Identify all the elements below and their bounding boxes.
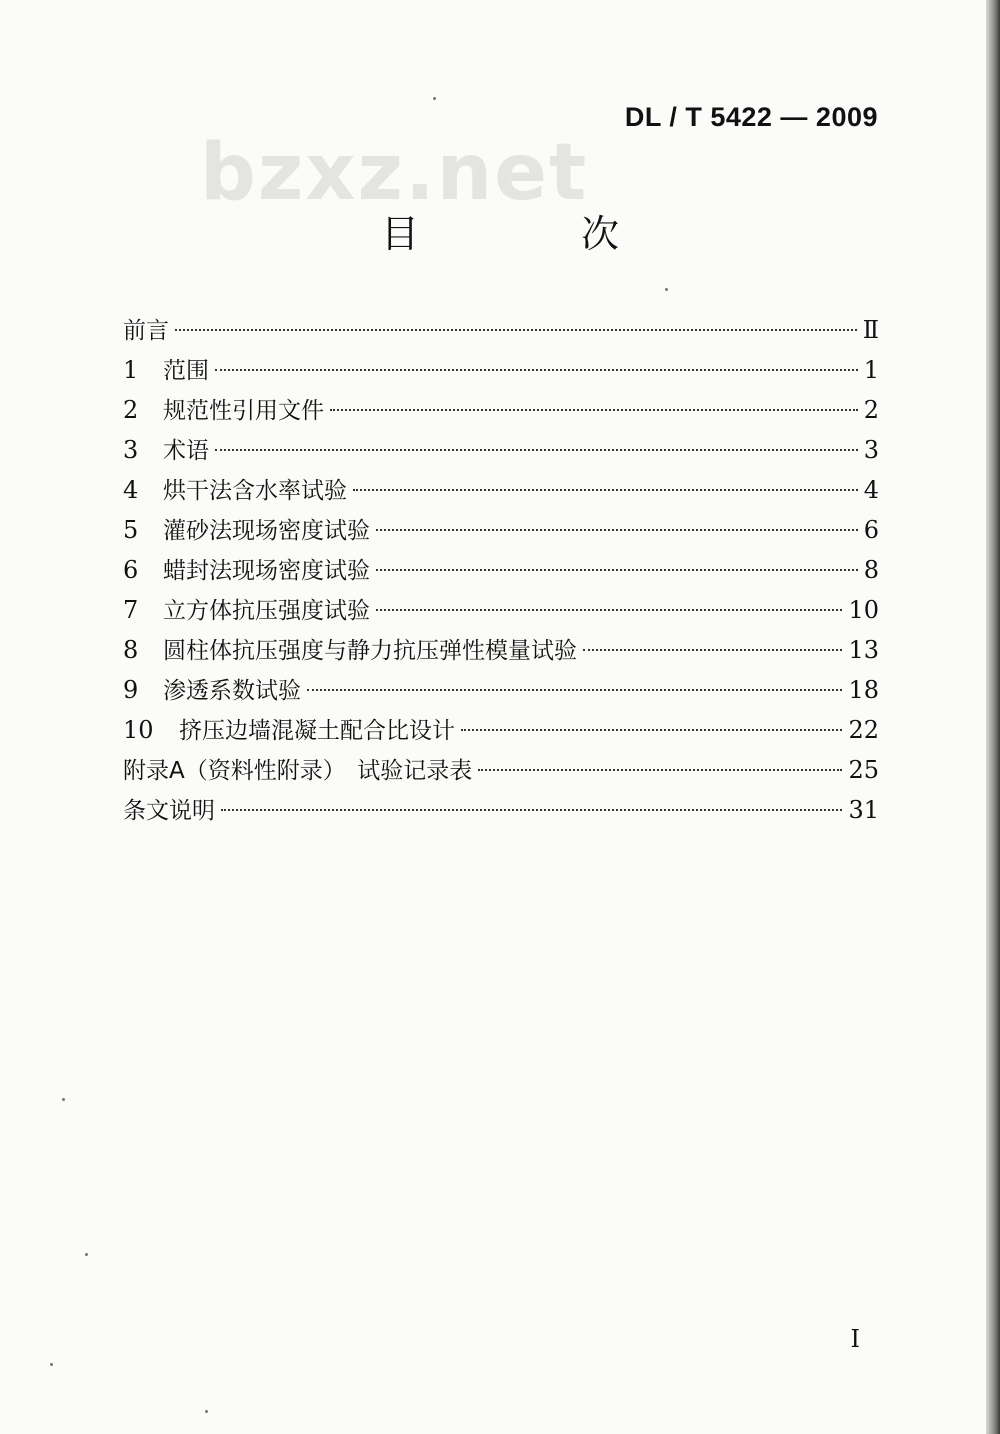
scan-speck — [50, 1363, 53, 1366]
toc-entry-page: Ⅱ — [862, 316, 879, 344]
toc-entry-number: 1 — [123, 356, 139, 384]
toc-entry-title: 术语 — [163, 438, 209, 464]
toc-entry-8[interactable] — [123, 630, 879, 670]
toc-entry-page: 6 — [863, 516, 879, 544]
toc-entry-number: 6 — [123, 556, 139, 584]
toc-entry-page: 18 — [848, 676, 879, 704]
scan-speck — [665, 288, 668, 291]
toc-leader-dots — [376, 609, 842, 611]
toc-entry-title: 挤压边墙混凝土配合比设计 — [179, 718, 455, 744]
toc-entry-10[interactable] — [123, 710, 879, 750]
toc-entry-4[interactable] — [123, 470, 879, 510]
toc-entry-5[interactable] — [123, 510, 879, 550]
scan-speck — [62, 1098, 65, 1101]
toc-entry-explanation[interactable] — [123, 790, 879, 830]
scan-speck — [205, 1410, 208, 1413]
toc-entry-page: 4 — [863, 476, 879, 504]
standard-code: DL / T 5422 — 2009 — [624, 102, 878, 132]
toc-leader-dots — [376, 569, 858, 571]
toc-leader-dots — [221, 809, 842, 811]
toc-entry-7[interactable] — [123, 590, 879, 630]
toc-entry-title: 规范性引用文件 — [163, 398, 324, 424]
toc-leader-dots — [330, 409, 858, 411]
toc-entry-number: 9 — [123, 676, 139, 704]
toc-entry-page: 3 — [863, 436, 879, 464]
toc-entry-title: 条文说明 — [123, 798, 215, 824]
toc-entry-page: 8 — [863, 556, 879, 584]
toc-entry-page: 2 — [863, 396, 879, 424]
toc-entry-title: 灌砂法现场密度试验 — [163, 518, 370, 544]
toc-leader-dots — [478, 769, 842, 771]
toc-entry-number: 5 — [123, 516, 139, 544]
toc-entry-title: 立方体抗压强度试验 — [163, 598, 370, 624]
toc-entry-title: 渗透系数试验 — [163, 678, 301, 704]
toc-entry-title: 圆柱体抗压强度与静力抗压弹性模量试验 — [163, 638, 577, 664]
toc-entry-page: 31 — [848, 796, 879, 824]
toc-entry-preface[interactable] — [123, 310, 879, 350]
toc-entry-number: 10 — [123, 716, 154, 744]
toc-entry-title: 范围 — [163, 358, 209, 384]
page-number: I — [850, 1325, 860, 1353]
toc-entry-6[interactable] — [123, 550, 879, 590]
watermark: bzxz.net — [200, 128, 589, 218]
toc-entry-page: 13 — [848, 636, 879, 664]
toc-leader-dots — [353, 489, 858, 491]
toc-entry-page: 1 — [863, 356, 879, 384]
toc-entry-number: 8 — [123, 636, 139, 664]
toc-entry-title: 附录A（资料性附录） 试验记录表 — [123, 758, 473, 784]
toc-entry-number: 2 — [123, 396, 139, 424]
toc-leader-dots — [307, 689, 842, 691]
toc-entry-title: 前言 — [123, 318, 169, 344]
toc-entry-3[interactable] — [123, 430, 879, 470]
toc-entry-title: 烘干法含水率试验 — [163, 478, 347, 504]
toc-entry-page: 10 — [848, 596, 879, 624]
toc-leader-dots — [461, 729, 842, 731]
toc-entry-page: 25 — [848, 756, 879, 784]
toc-entry-appendix-a[interactable] — [123, 750, 879, 790]
toc-entry-9[interactable] — [123, 670, 879, 710]
scan-speck — [433, 97, 436, 100]
toc-entry-title: 蜡封法现场密度试验 — [163, 558, 370, 584]
page-title: 目 次 — [380, 212, 681, 256]
toc-leader-dots — [215, 449, 858, 451]
toc-leader-dots — [215, 369, 858, 371]
table-of-contents — [123, 310, 879, 830]
toc-leader-dots — [175, 329, 857, 331]
scan-speck — [85, 1253, 88, 1256]
toc-entry-2[interactable] — [123, 390, 879, 430]
toc-leader-dots — [376, 529, 858, 531]
toc-leader-dots — [583, 649, 842, 651]
toc-entry-page: 22 — [848, 716, 879, 744]
toc-entry-number: 7 — [123, 596, 139, 624]
toc-entry-number: 4 — [123, 476, 139, 504]
toc-entry-1[interactable] — [123, 350, 879, 390]
toc-entry-number: 3 — [123, 436, 139, 464]
